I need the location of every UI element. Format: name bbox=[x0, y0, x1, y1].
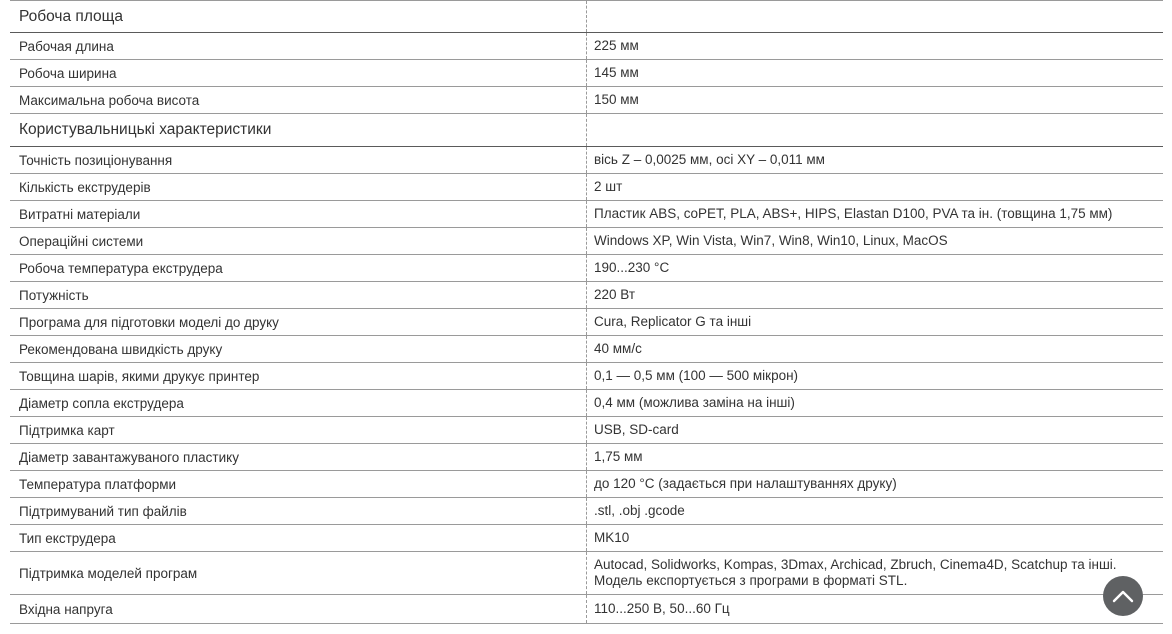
spec-value: 40 мм/с bbox=[586, 336, 1163, 362]
section-header-user-specs bbox=[10, 114, 1163, 147]
spec-value: 0,1 — 0,5 мм (100 — 500 мікрон) bbox=[586, 363, 1163, 389]
spec-label: Точність позиціонування bbox=[19, 152, 173, 168]
spec-value: Пластик ABS, coPET, PLA, ABS+, HIPS, Elastan D100, PVA та ін. (товщина 1,75 мм) bbox=[586, 201, 1163, 227]
spec-value: 150 мм bbox=[586, 87, 1163, 113]
table-row bbox=[10, 525, 1163, 552]
spec-label: Вхідна напруга bbox=[19, 601, 113, 617]
table-row bbox=[10, 309, 1163, 336]
spec-label: Товщина шарів, якими друкує принтер bbox=[19, 368, 260, 384]
spec-label: Програма для підготовки моделі до друку bbox=[19, 314, 279, 330]
table-row bbox=[10, 201, 1163, 228]
table-row bbox=[10, 60, 1163, 87]
table-row bbox=[10, 336, 1163, 363]
spec-label: Операційні системи bbox=[19, 233, 144, 249]
table-row bbox=[10, 552, 1163, 595]
section-title: Користувальницькі характеристики bbox=[19, 121, 272, 138]
spec-label: Витратні матеріали bbox=[19, 206, 141, 222]
table-row bbox=[10, 595, 1163, 624]
scroll-to-top-button[interactable] bbox=[1103, 576, 1143, 616]
table-row bbox=[10, 174, 1163, 201]
spec-value: Cura, Replicator G та інші bbox=[586, 309, 1163, 335]
spec-value: 225 мм bbox=[586, 33, 1163, 59]
section-title: Робоча площа bbox=[19, 7, 124, 25]
spec-label: Температура платформи bbox=[19, 476, 177, 492]
table-row bbox=[10, 363, 1163, 390]
spec-value: вісь Z – 0,0025 мм, осі XY – 0,011 мм bbox=[586, 147, 1163, 173]
spec-value: USB, SD-card bbox=[586, 417, 1163, 443]
spec-value: 190...230 °C bbox=[586, 255, 1163, 281]
table-row bbox=[10, 282, 1163, 309]
table-row bbox=[10, 444, 1163, 471]
spec-value: 1,75 мм bbox=[586, 444, 1163, 470]
spec-label: Підтримка моделей програм bbox=[19, 565, 198, 581]
table-row bbox=[10, 471, 1163, 498]
spec-label: Максимальна робоча висота bbox=[19, 92, 200, 108]
spec-label: Потужність bbox=[19, 287, 89, 303]
section-header-work-area bbox=[10, 0, 1163, 33]
spec-value: 145 мм bbox=[586, 60, 1163, 86]
spec-value: 220 Вт bbox=[586, 282, 1163, 308]
spec-label: Робоча ширина bbox=[19, 65, 117, 81]
spec-label: Діаметр завантажуваного пластику bbox=[19, 449, 239, 465]
table-row bbox=[10, 147, 1163, 174]
spec-value: до 120 °C (задається при налаштуваннях друку) bbox=[586, 471, 1163, 497]
spec-label: Кількість екструдерів bbox=[19, 179, 151, 195]
spec-value: Windows XP, Win Vista, Win7, Win8, Win10, Linux, MacOS bbox=[586, 228, 1163, 254]
spec-label: Тип екструдера bbox=[19, 530, 116, 546]
spec-label: Рабочая длина bbox=[19, 38, 114, 54]
table-row bbox=[10, 498, 1163, 525]
table-row bbox=[10, 390, 1163, 417]
table-row bbox=[10, 87, 1163, 114]
table-row bbox=[10, 228, 1163, 255]
spec-table bbox=[10, 0, 1163, 624]
spec-label: Робоча температура екструдера bbox=[19, 260, 223, 276]
table-row bbox=[10, 33, 1163, 60]
spec-label: Підтримуваний тип файлів bbox=[19, 503, 187, 519]
table-row bbox=[10, 255, 1163, 282]
spec-value: 110...250 В, 50...60 Гц bbox=[586, 595, 1163, 623]
spec-value: 0,4 мм (можлива заміна на інші) bbox=[586, 390, 1163, 416]
spec-value: MK10 bbox=[586, 525, 1163, 551]
spec-value-line-1: Autocad, Solidworks, Kompas, 3Dmax, Archicad, Zbruch, Cinema4D, Scatchup та інші. bbox=[594, 557, 1117, 572]
spec-label: Підтримка карт bbox=[19, 422, 115, 438]
spec-label: Діаметр сопла екструдера bbox=[19, 395, 184, 411]
spec-value-line-2: Модель експортується з програми в форматі STL. bbox=[594, 573, 908, 588]
spec-value bbox=[586, 552, 1163, 594]
spec-value: .stl, .obj .gcode bbox=[586, 498, 1163, 524]
chevron-up-icon bbox=[1112, 589, 1134, 603]
table-row bbox=[10, 417, 1163, 444]
spec-label: Рекомендована швидкість друку bbox=[19, 341, 223, 357]
spec-value: 2 шт bbox=[586, 174, 1163, 200]
